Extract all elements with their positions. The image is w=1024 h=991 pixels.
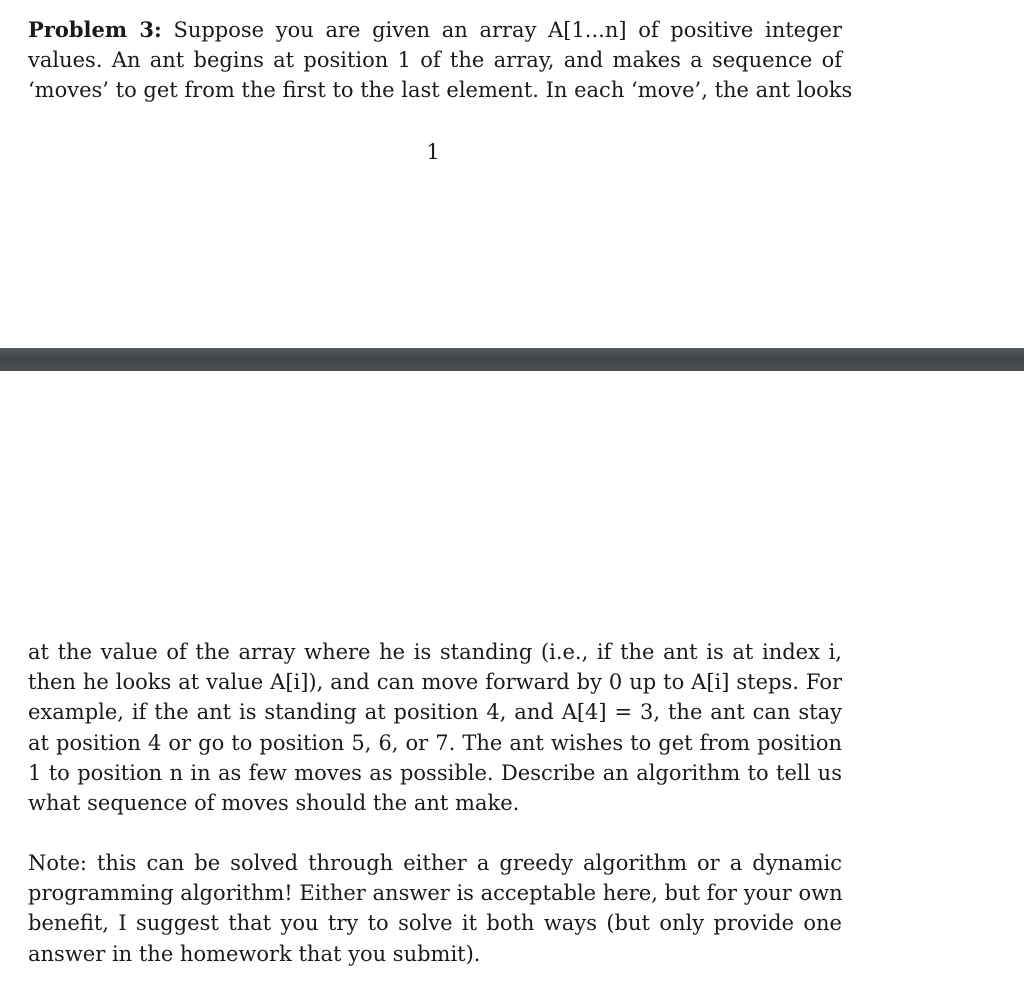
paragraph-line: what sequence of moves should the ant make. (28, 791, 520, 816)
page-number: 1 (426, 140, 440, 164)
problem-statement-paragraph (28, 15, 853, 106)
page-break-divider (0, 348, 1024, 371)
paragraph-line: Note: this can be solved through either a greedy algorithm or a dynamic (28, 851, 842, 875)
problem-heading: Problem 3: (28, 17, 162, 42)
paragraph-line: 1 to position n in as few moves as possible. Describe an algorithm to tell us (28, 760, 842, 785)
paragraph-line: ‘moves’ to get from the first to the last element. In each ‘move’, the ant looks (28, 78, 853, 103)
paragraph-line: at the value of the array where he is standing (i.e., if the ant is at index i, (28, 640, 842, 664)
paragraph-line: benefit, I suggest that you try to solve it both ways (but only provide one (28, 911, 842, 936)
document-page-top (0, 0, 1024, 348)
paragraph-line: values. An ant begins at position 1 of the array, and makes a sequence of (28, 48, 842, 73)
paragraph-line (28, 15, 842, 45)
paragraph-line: then he looks at value A[i]), and can move forward by 0 up to A[i] steps. For (28, 670, 842, 695)
line-text: Suppose you are given an array A[1...n] of positive integer (173, 18, 843, 42)
paragraph-line: programming algorithm! Either answer is acceptable here, but for your own (28, 881, 843, 906)
paragraph-line: answer in the homework that you submit). (28, 941, 481, 966)
paragraph-line: at position 4 or go to position 5, 6, or 7. The ant wishes to get from position (28, 730, 842, 755)
note-paragraph (28, 848, 842, 969)
problem-continuation-paragraph (28, 637, 842, 818)
paragraph-line: example, if the ant is standing at position 4, and A[4] = 3, the ant can stay (28, 700, 842, 725)
